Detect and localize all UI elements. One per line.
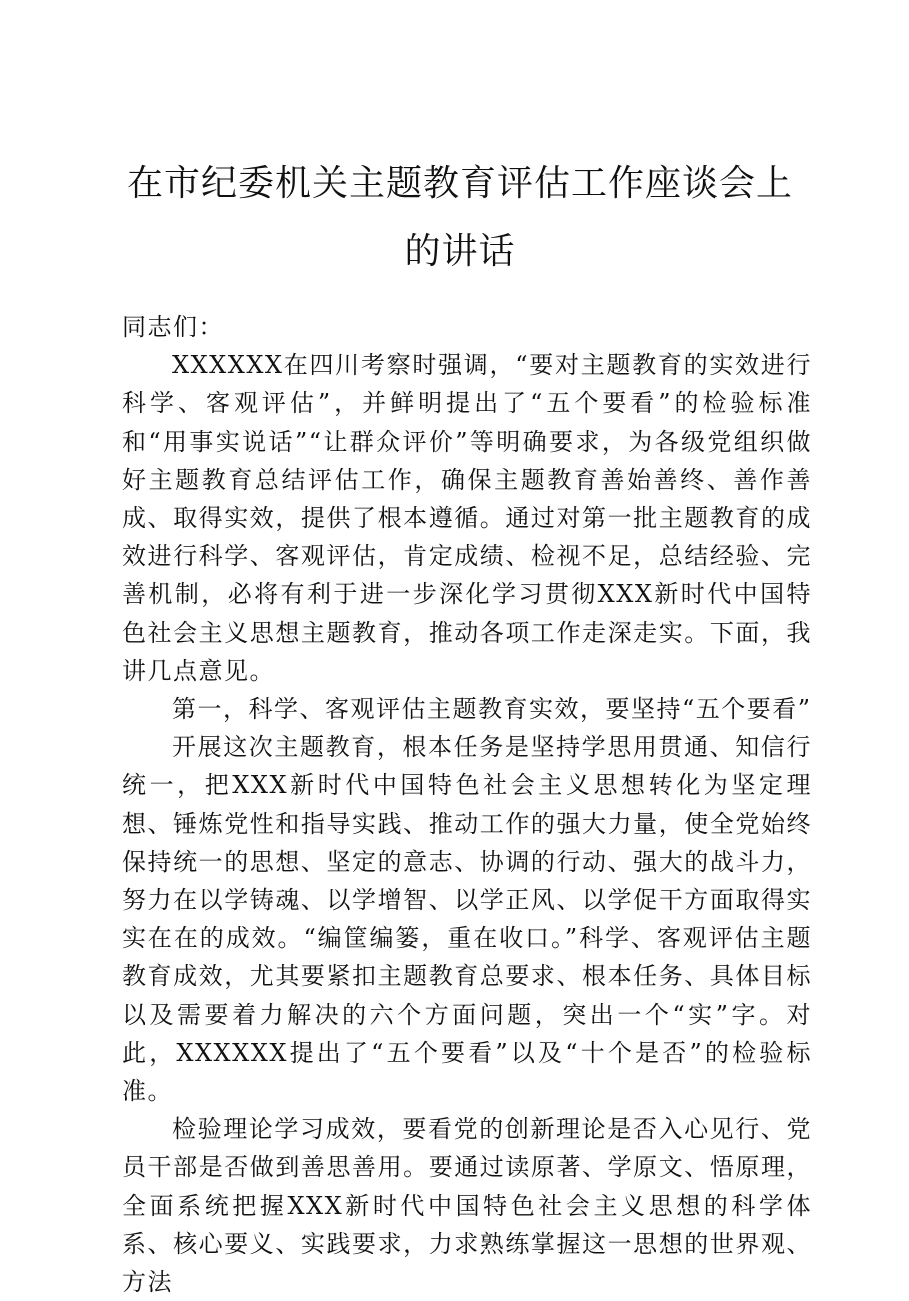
document-title: 在市纪委机关主题教育评估工作座谈会上的讲话 [126,163,793,272]
salutation: 同志们： [122,313,224,341]
paragraph-task: 开展这次主题教育，根本任务是坚持学思用贯通、知信行统一，把XXX新时代中国特色社会主义思想转化为坚定理想、锤炼党性和指导实践、推动工作的强大力量，使全党始终保持统一的思想、坚定的意志、协调的行动、强大的战斗力，努力在以学铸魂、以学增智、以学正风、以学促干方面取得实实在在的成效。“编筐编篓，重在收口。”科学、客观评估主题教育成效，尤其要紧扣主题教育总要求、根本任务、具体目标以及需要着力解决的六个方面问题，突出一个“实”字。对此，XXXXXX提出了“五个要看”以及“十个是否”的检验标准。 [122,733,812,1106]
section-heading-1: 第一，科学、客观评估主题教育实效，要坚持“五个要看” [172,695,812,724]
paragraph-theory-study: 检验理论学习成效，要看党的创新理论是否入心见行、党员干部是否做到善思善用。要通过读原著、学原文、悟原理，全面系统把握XXX新时代中国特色社会主义思想的科学体系、核心要义、实践要求，力求熟练掌握这一思想的世界观、方法 [122,1115,812,1297]
paragraph-intro: XXXXXX在四川考察时强调，“要对主题教育的实效进行科学、客观评估”，并鲜明提出了“五个要看”的检验标准和“用事实说话”“让群众评价”等明确要求，为各级党组织做好主题教育总结评估工作，确保主题教育善始善终、善作善成、取得实效，提供了根本遵循。通过对第一批主题教育的成效进行科学、客观评估，肯定成绩、检视不足，总结经验、完善机制，必将有利于进一步深化学习贯彻XXX新时代中国特色社会主义思想主题教育，推动各项工作走深走实。下面，我讲几点意见。 [122,351,812,685]
document-body [122,308,812,1301]
